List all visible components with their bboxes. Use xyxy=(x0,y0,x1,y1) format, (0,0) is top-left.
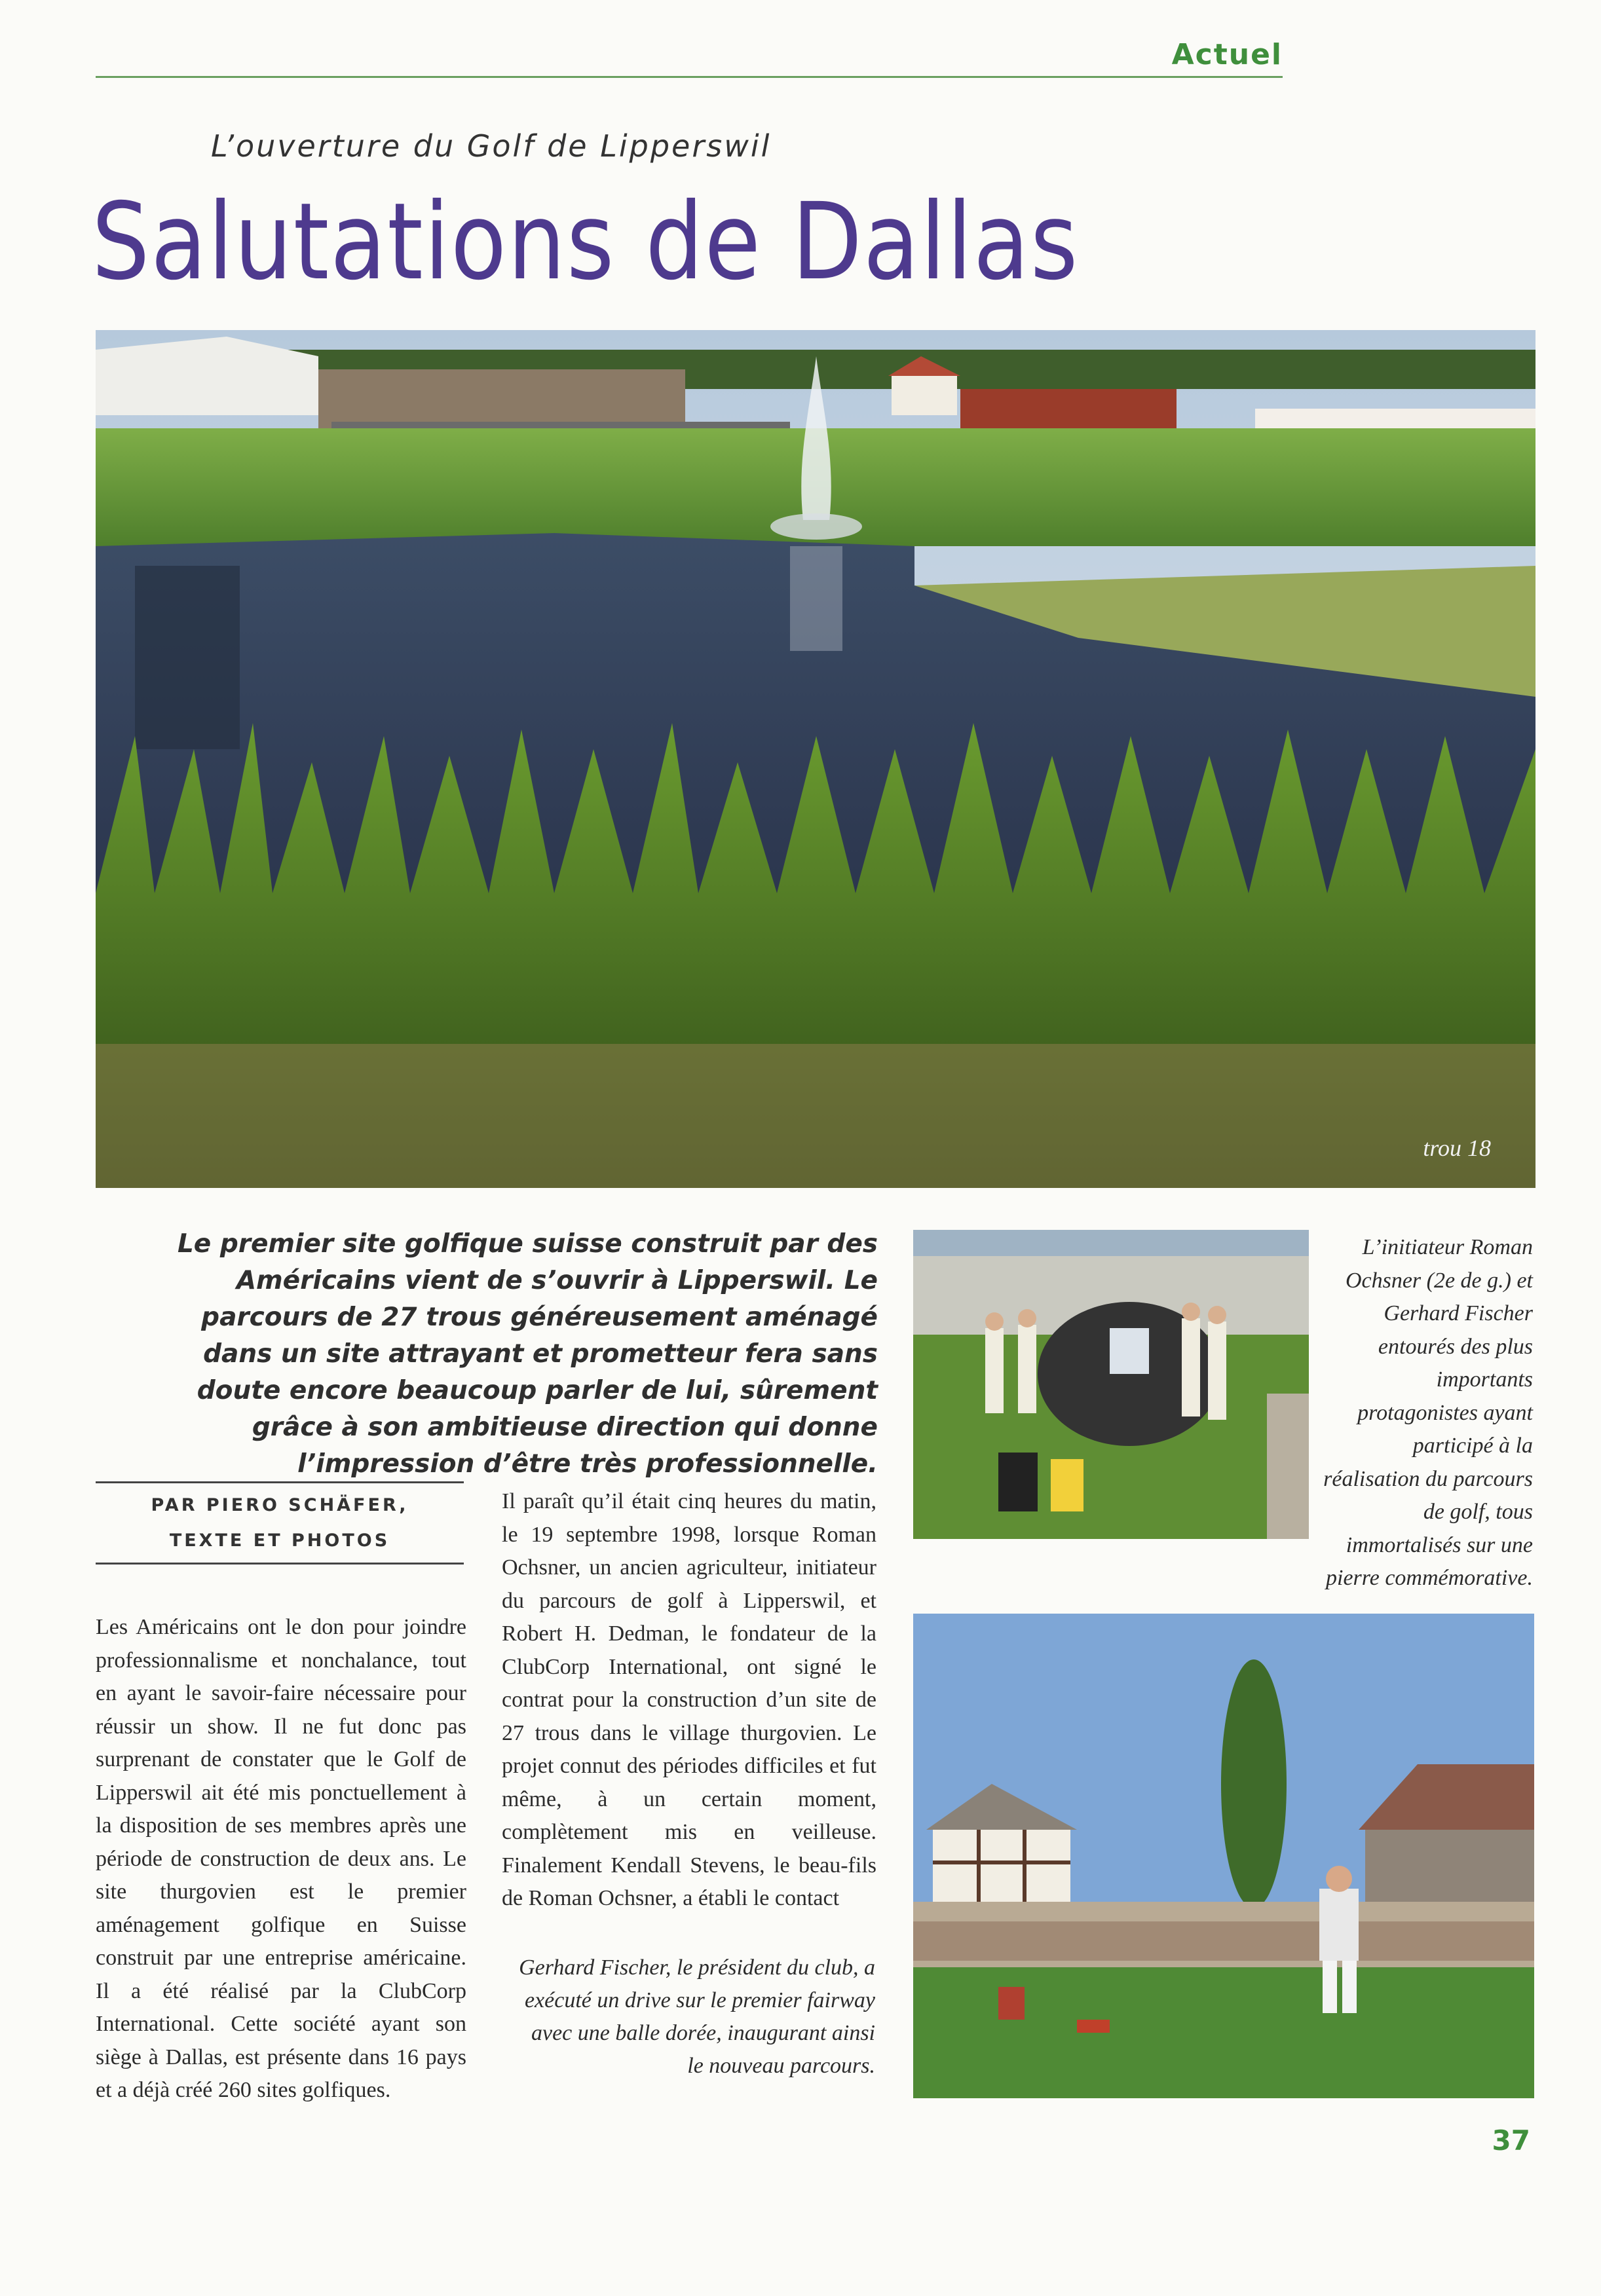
hero-photo xyxy=(96,330,1535,1188)
body-column-1: Les Américains ont le don pour joindre professionnalisme et nonchalance, tout en ayant le savoir-faire nécessaire pour réussir un show. Il ne fut donc pas surprenant de constater que le Golf de Lipperswil ait été mis ponctuellement à la disposition de ses membres après une période de construction de deux ans. Le site thurgovien est le premier aménagement golfique en Suisse construit par une entreprise américaine. Il a été réalisé par la ClubCorp International. Cette société ayant son siège à Dallas, est présente dans 16 pays et a déjà créé 260 sites golfiques. xyxy=(96,1615,466,2102)
drive-photo xyxy=(913,1614,1534,2098)
ceremony-photo xyxy=(913,1230,1309,1539)
intro-paragraph: Le premier site golfique suisse construit par des Américains vient de s’ouvrir à Lipperswil. Le parcours de 27 trous généreusement aménagé dans un site attrayant et prometteur fera sans doute encore beaucoup parler de lui, sûrement grâce à son ambitieuse direction qui donne l’impression d’être très professionnelle. xyxy=(177,1229,878,1479)
byline xyxy=(96,1488,464,1559)
byline-credit: TEXTE ET PHOTOS xyxy=(169,1530,390,1551)
byline-author: PAR PIERO SCHÄFER, xyxy=(151,1495,409,1515)
hero-caption: trou 18 xyxy=(1423,1135,1491,1161)
page-number: 37 xyxy=(1492,2124,1530,2157)
ceremony-caption: L’initiateur Roman Ochsner (2e de g.) et Gerhard Fischer entourés des plus importants protagonistes ayant participé à la réalisation du parcours de golf, tous immortalisés sur une pierre commémorative. xyxy=(1323,1235,1533,1590)
section-label: Actuel xyxy=(1171,38,1283,71)
byline-top-rule xyxy=(96,1481,464,1483)
header-rule xyxy=(96,76,1283,78)
byline-bottom-rule xyxy=(96,1563,464,1565)
drive-caption: Gerhard Fischer, le président du club, a exécuté un drive sur le premier fairway avec une balle dorée, inaugurant ainsi le nouveau parcours. xyxy=(519,1955,875,2078)
kicker: L’ouverture du Golf de Lipperswil xyxy=(211,128,772,164)
headline: Salutations de Dallas xyxy=(92,181,1080,304)
body-column-2: Il paraît qu’il était cinq heures du matin, le 19 septembre 1998, lorsque Roman Ochsner, un ancien agriculteur, initiateur du parcours de golf à Lipperswil, et Robert H. Dedman, le fondateur de la ClubCorp International, ont signé le contrat pour la construction d’un site de 27 trous dans le village thurgovien. Le projet connut des périodes difficiles et fut même, à un certain moment, complètement mis en veilleuse. Finalement Kendall Stevens, le beau-fils de Roman Ochsner, a établi le contact xyxy=(502,1489,876,1910)
